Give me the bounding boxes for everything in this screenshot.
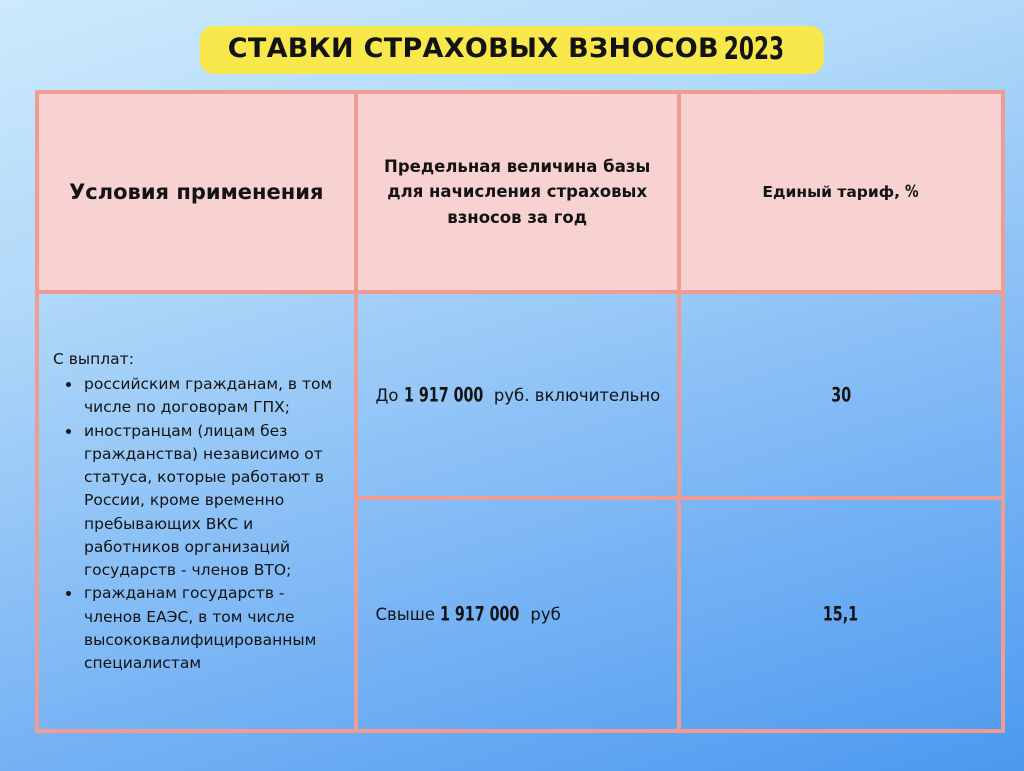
- conditions-cell: [39, 294, 358, 729]
- base-cell-row1: [358, 294, 681, 500]
- page-title-year: 2023: [723, 31, 785, 67]
- header-cell-base: [358, 94, 681, 294]
- conditions-intro: С выплат:: [53, 349, 134, 368]
- base-text-row2: Свыше 1 917 000 руб: [375, 602, 561, 626]
- header-tariff-label: Единый тариф, %: [762, 182, 920, 202]
- base-amount-row2: 1 917 000: [440, 602, 520, 626]
- tariff-cell-row1: [681, 294, 1001, 500]
- tariff-value-row2: 15,1: [823, 602, 859, 626]
- list-item: • иностранцам (лицам без гражданства) независимо от статуса, которые работают в России, кроме временно пребывающих ВКС и работников организаций государств - членов ВТО;: [82, 420, 338, 583]
- list-item: • гражданам государств - членов ЕАЭС, в том числе высококвалифицированным специалистам: [82, 582, 338, 675]
- base-cell-row2: [358, 500, 681, 729]
- header-base-label: Предельная величина базы для начисления страховых взносов за год: [384, 156, 651, 227]
- percent-sign: %: [905, 182, 920, 202]
- list-item: • российским гражданам, в том числе по договорам ГПХ;: [82, 373, 338, 420]
- header-cell-conditions: [39, 94, 358, 294]
- base-amount-row1: 1 917 000: [403, 382, 484, 407]
- rates-table: [35, 90, 1005, 733]
- base-text-row1: До 1 917 000 руб. включительно: [375, 382, 661, 407]
- conditions-bullet-list: [53, 373, 338, 675]
- page-title: СТАВКИ СТРАХОВЫХ ВЗНОСОВ: [227, 33, 719, 64]
- tariff-cell-row2: [681, 500, 1001, 729]
- header-conditions-label: Условия применения: [69, 180, 324, 204]
- tariff-value-row1: 30: [831, 382, 851, 407]
- title-badge: [200, 26, 824, 74]
- header-cell-tariff: [681, 94, 1001, 294]
